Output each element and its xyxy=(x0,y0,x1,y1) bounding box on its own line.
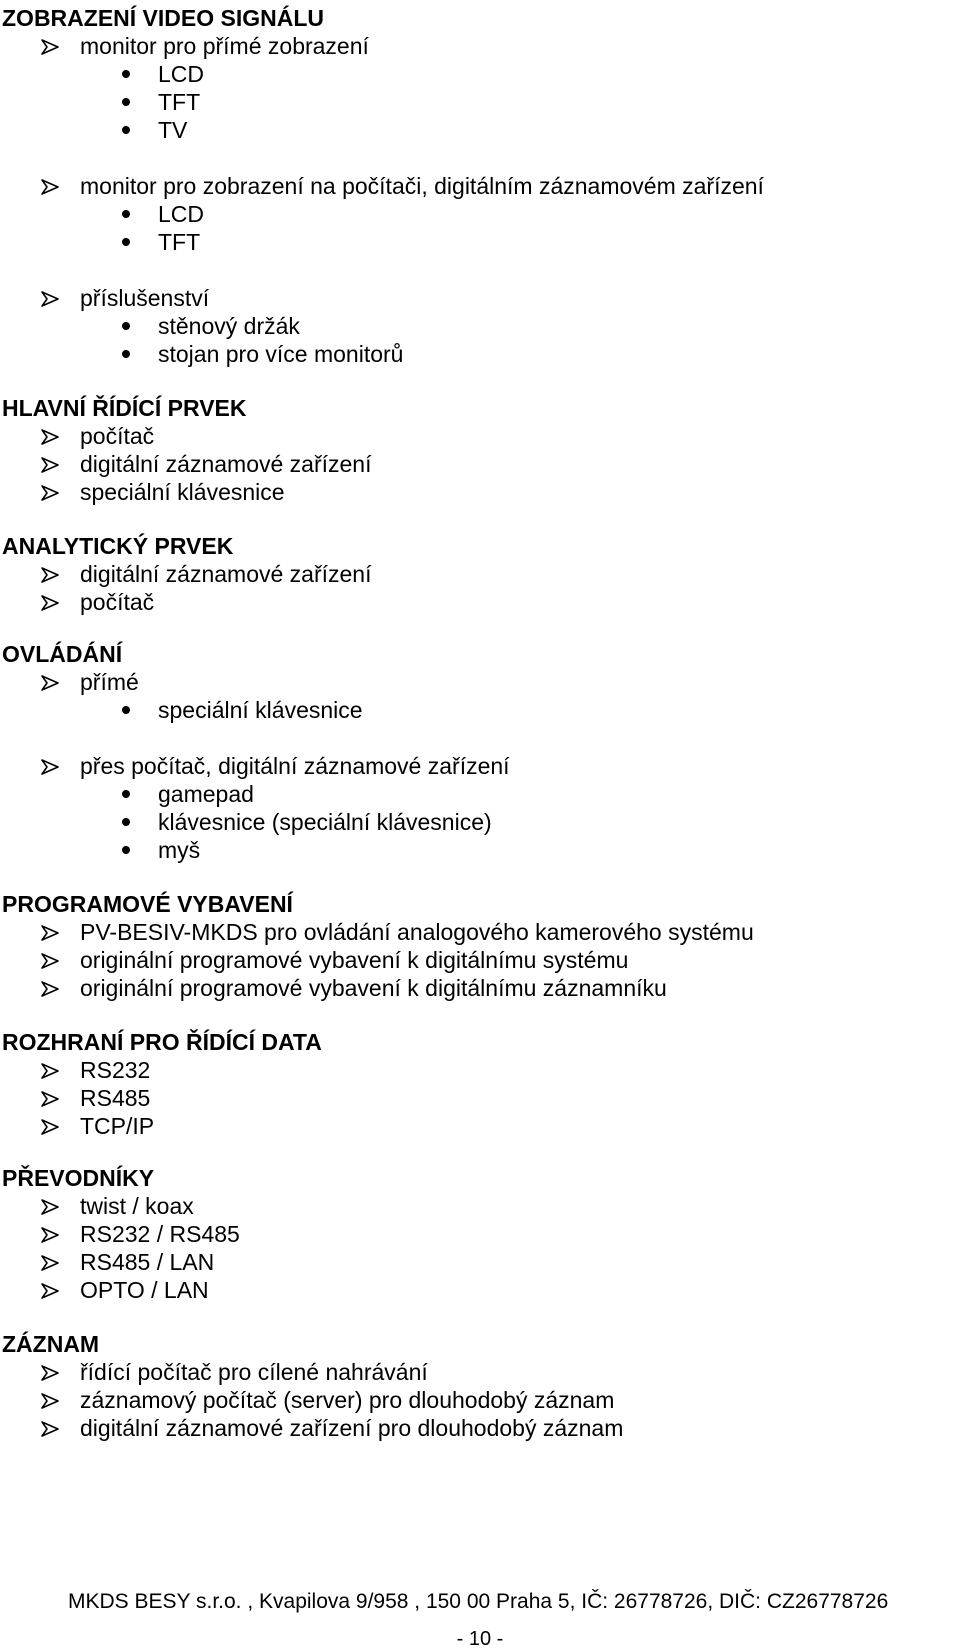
list-item-text: monitor pro zobrazení na počítači, digitálním záznamovém zařízení xyxy=(80,173,764,199)
sub-item-text: LCD xyxy=(158,61,205,87)
arrow-bullet-icon xyxy=(40,32,64,60)
round-bullet-icon xyxy=(122,818,130,826)
list-item-text: digitální záznamové zařízení pro dlouhodobý záznam xyxy=(80,1415,624,1441)
sub-item-text: TV xyxy=(158,117,188,143)
list-item-text: počítač xyxy=(80,423,155,449)
list-item-text: PV-BESIV-MKDS pro ovládání analogového kamerového systému xyxy=(80,919,754,945)
list-item-text: TCP/IP xyxy=(80,1113,155,1139)
arrow-bullet-icon xyxy=(40,1084,64,1112)
list-item-text: RS485 xyxy=(80,1085,151,1111)
round-bullet-icon xyxy=(122,210,130,218)
page-number: - 10 - xyxy=(456,1628,504,1650)
list-item-text: RS232 / RS485 xyxy=(80,1221,240,1247)
arrow-bullet-icon xyxy=(40,1112,64,1140)
footer-company-info: MKDS BESY s.r.o. , Kvapilova 9/958 , 150 00 Praha 5, IČ: 26778726, DIČ: CZ26778726 xyxy=(68,1590,889,1613)
sub-item-text: stěnový držák xyxy=(158,313,300,339)
arrow-bullet-icon xyxy=(40,1248,64,1276)
arrow-bullet-icon xyxy=(40,752,64,780)
arrow-bullet-icon xyxy=(40,1192,64,1220)
round-bullet-icon xyxy=(122,98,130,106)
sub-item-text: myš xyxy=(158,837,201,863)
sub-item-text: LCD xyxy=(158,201,205,227)
list-item-text: twist / koax xyxy=(80,1193,194,1219)
section-heading: HLAVNÍ ŘÍDÍCÍ PRVEK xyxy=(2,395,247,421)
list-item-text: záznamový počítač (server) pro dlouhodobý záznam xyxy=(80,1387,615,1413)
list-item-text: originální programové vybavení k digitálnímu systému xyxy=(80,947,629,973)
arrow-bullet-icon xyxy=(40,1056,64,1084)
arrow-bullet-icon xyxy=(40,946,64,974)
section-heading: ROZHRANÍ PRO ŘÍDÍCÍ DATA xyxy=(2,1029,322,1055)
list-item-text: OPTO / LAN xyxy=(80,1277,209,1303)
arrow-bullet-icon xyxy=(40,1414,64,1442)
section-heading: ZÁZNAM xyxy=(2,1331,100,1357)
sub-item-text: TFT xyxy=(158,229,201,255)
list-item-text: přímé xyxy=(80,669,139,695)
sub-item-text: TFT xyxy=(158,89,201,115)
section-heading: OVLÁDÁNÍ xyxy=(2,641,123,667)
list-item-text: RS232 xyxy=(80,1057,151,1083)
arrow-bullet-icon xyxy=(40,560,64,588)
list-item-text: digitální záznamové zařízení xyxy=(80,451,372,477)
list-item-text: RS485 / LAN xyxy=(80,1249,215,1275)
list-item-text: přes počítač, digitální záznamové zařízení xyxy=(80,753,510,779)
round-bullet-icon xyxy=(122,70,130,78)
section-heading: PŘEVODNÍKY xyxy=(2,1165,155,1191)
sub-item-text: stojan pro více monitorů xyxy=(158,341,404,367)
list-item-text: digitální záznamové zařízení xyxy=(80,561,372,587)
arrow-bullet-icon xyxy=(40,1386,64,1414)
list-item-text: originální programové vybavení k digitálnímu záznamníku xyxy=(80,975,667,1001)
list-item-text: počítač xyxy=(80,589,155,615)
arrow-bullet-icon xyxy=(40,1358,64,1386)
arrow-bullet-icon xyxy=(40,1276,64,1304)
round-bullet-icon xyxy=(122,350,130,358)
arrow-bullet-icon xyxy=(40,450,64,478)
round-bullet-icon xyxy=(122,790,130,798)
list-item-text: příslušenství xyxy=(80,285,210,311)
list-item-text: řídící počítač pro cílené nahrávání xyxy=(80,1359,428,1385)
arrow-bullet-icon xyxy=(40,668,64,696)
sub-item-text: speciální klávesnice xyxy=(158,697,363,723)
round-bullet-icon xyxy=(122,706,130,714)
arrow-bullet-icon xyxy=(40,478,64,506)
arrow-bullet-icon xyxy=(40,284,64,312)
section-heading: PROGRAMOVÉ VYBAVENÍ xyxy=(2,891,293,917)
round-bullet-icon xyxy=(122,126,130,134)
sub-item-text: klávesnice (speciální klávesnice) xyxy=(158,809,492,835)
round-bullet-icon xyxy=(122,238,130,246)
round-bullet-icon xyxy=(122,322,130,330)
arrow-bullet-icon xyxy=(40,172,64,200)
arrow-bullet-icon xyxy=(40,1220,64,1248)
arrow-bullet-icon xyxy=(40,918,64,946)
round-bullet-icon xyxy=(122,846,130,854)
sub-item-text: gamepad xyxy=(158,781,254,807)
arrow-bullet-icon xyxy=(40,588,64,616)
arrow-bullet-icon xyxy=(40,974,64,1002)
list-item-text: monitor pro přímé zobrazení xyxy=(80,33,369,59)
list-item-text: speciální klávesnice xyxy=(80,479,285,505)
section-heading: ZOBRAZENÍ VIDEO SIGNÁLU xyxy=(2,5,325,31)
arrow-bullet-icon xyxy=(40,422,64,450)
section-heading: ANALYTICKÝ PRVEK xyxy=(2,533,234,559)
